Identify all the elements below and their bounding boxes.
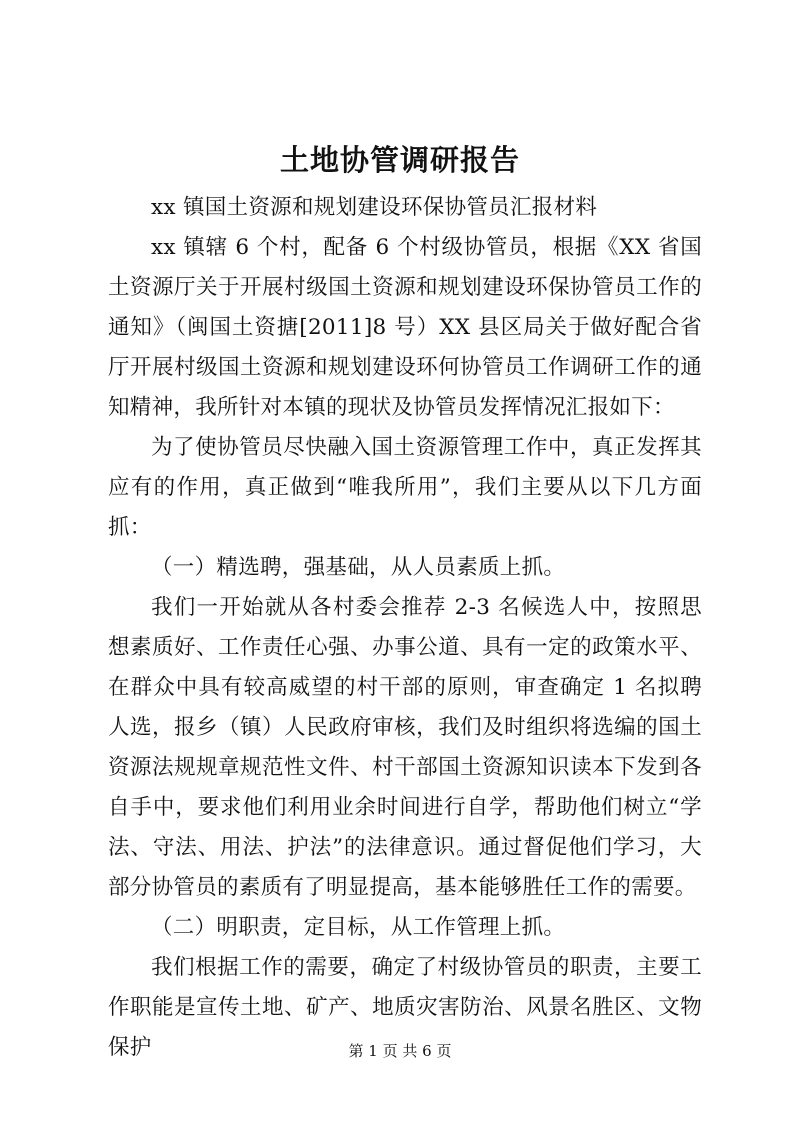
paragraph-section-2: 我们根据工作的需要，确定了村级协管员的职责，主要工作职能是宣传土地、矿产、地质灾害防治、风景名胜区、文物保护 [108, 955, 702, 1060]
paragraph-section-1: 我们一开始就从各村委会推荐 2-3 名候选人中，按照思想素质好、工作责任心强、办事公道、具有一定的政策水平、在群众中具有较高威望的村干部的原则，审查确定 1 名拟聘人选，报乡（镇）人民政府审核，我们及时组织将选编的国土资源法规规章规范性文件、村干部国土资源知识读本下发到各自手中，要求他们利用业余时间进行自学，帮助他们树立“学法、守法、用法、护法”的法律意识。通过督促他们学习，大部分协管员的素质有了明显提高，基本能够胜任工作的需要。 [108, 595, 702, 900]
paragraph-intro: xx 镇辖 6 个村，配备 6 个村级协管员，根据《XX 省国土资源厅关于开展村级国土资源和规划建设环保协管员工作的通知》（闽国土资搪[2011]8 号）XX 县区局关于做好配合省厅开展村级国土资源和规划建设环何协管员工作调研工作的通知精神，我所针对本镇的现状及协管员发挥情况汇报如下： [108, 235, 702, 420]
section-heading-2: （二）明职责，定目标，从工作管理上抓。 [151, 915, 566, 940]
page-footer: 第 1 页 共 6 页 [348, 1042, 452, 1060]
document-body [108, 188, 702, 1068]
section-heading-1: （一）精选聘，强基础，从人员素质上抓。 [151, 555, 566, 580]
paragraph-subtitle: xx 镇国土资源和规划建设环保协管员汇报材料 [151, 195, 598, 220]
paragraph-purpose: 为了使协管员尽快融入国土资源管理工作中，真正发挥其应有的作用，真正做到“唯我所用”，我们主要从以下几方面抓： [108, 435, 702, 540]
document-title: 土地协管调研报告 [279, 143, 520, 177]
